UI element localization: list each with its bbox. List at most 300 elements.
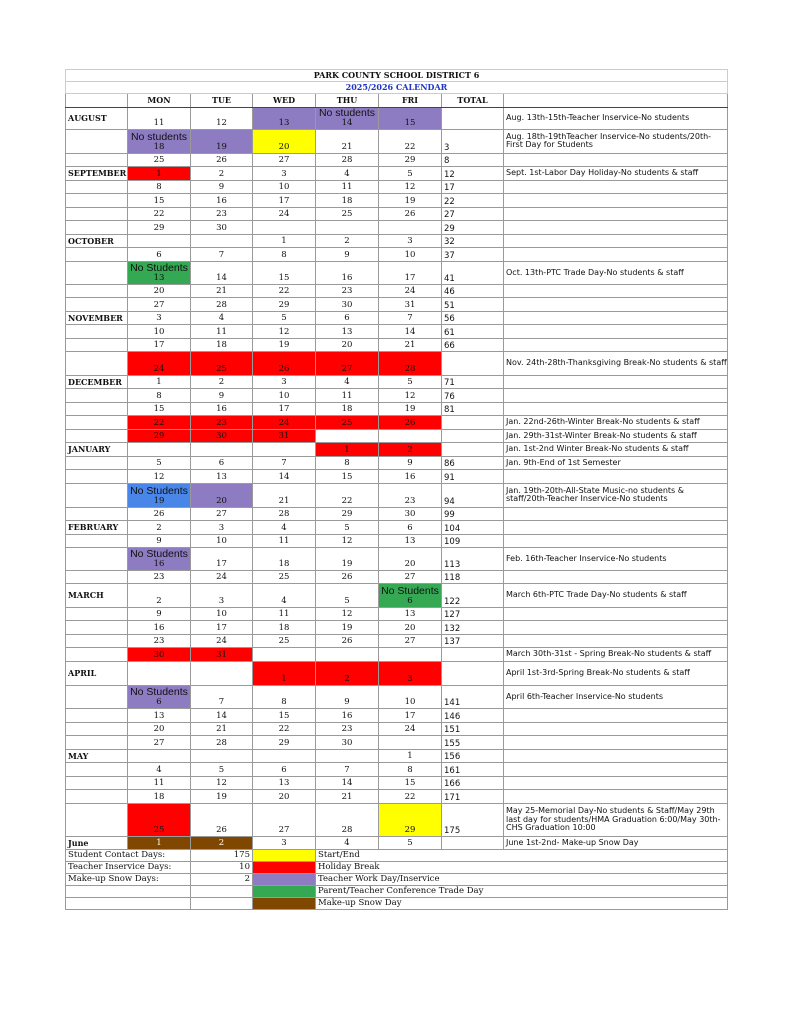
day-cell-mon — [128, 722, 191, 735]
event-note: June 1st-2nd- Make-up Snow Day — [504, 836, 728, 849]
day-cell-thu — [316, 429, 379, 442]
month-label — [66, 129, 128, 153]
day-cell-tue — [191, 708, 253, 722]
event-note — [504, 388, 728, 402]
day-cell-thu — [316, 129, 379, 153]
day-cell-fri — [379, 429, 442, 442]
month-label — [66, 685, 128, 708]
day-cell-tue — [191, 469, 253, 483]
day-number: 20 — [153, 286, 165, 297]
day-number: 4 — [344, 169, 350, 180]
day-cell-tue — [191, 749, 253, 762]
day-cell-thu — [316, 180, 379, 193]
day-number: 17 — [153, 340, 165, 351]
running-total — [442, 415, 504, 429]
month-label — [66, 456, 128, 469]
month-label: AUGUST — [66, 108, 128, 130]
day-number: 27 — [404, 572, 416, 583]
month-label — [66, 415, 128, 429]
day-number: 10 — [216, 609, 227, 620]
day-number: 12 — [278, 327, 290, 338]
week-row — [66, 620, 728, 634]
day-cell-wed — [253, 685, 316, 708]
running-total: 51 — [442, 297, 504, 311]
day-number: 2 — [344, 674, 350, 685]
day-number: 25 — [278, 636, 290, 647]
event-note: Feb. 16th-Teacher Inservice-No students — [504, 547, 728, 570]
day-cell-wed — [253, 402, 316, 415]
day-cell-tue — [191, 180, 253, 193]
day-number: 4 — [156, 765, 162, 776]
day-number: 23 — [341, 724, 353, 735]
day-cell-mon — [128, 634, 191, 647]
month-label — [66, 722, 128, 735]
day-number: 10 — [216, 536, 227, 547]
summary-label: Teacher Inservice Days: — [66, 861, 191, 873]
day-cell-tue — [191, 247, 253, 261]
day-number: 11 — [153, 118, 165, 129]
day-cell-mon — [128, 297, 191, 311]
event-note — [504, 570, 728, 583]
day-number: 8 — [156, 182, 162, 193]
day-cell-thu — [316, 803, 379, 836]
column-header-row — [66, 94, 728, 108]
day-cell-mon — [128, 708, 191, 722]
day-number: 18 — [341, 196, 353, 207]
day-number: 22 — [278, 724, 290, 735]
month-label — [66, 207, 128, 220]
day-cell-wed — [253, 534, 316, 547]
day-number: 12 — [216, 778, 227, 789]
running-total: 156 — [442, 749, 504, 762]
day-cell-mon — [128, 762, 191, 776]
day-cell-wed — [253, 129, 316, 153]
day-cell-mon — [128, 247, 191, 261]
summary-label: Student Contact Days: — [66, 849, 191, 861]
day-cell-wed — [253, 520, 316, 534]
day-cell-mon — [128, 193, 191, 207]
day-cell-tue — [191, 261, 253, 284]
day-cell-thu — [316, 749, 379, 762]
week-row — [66, 661, 728, 685]
week-row — [66, 153, 728, 166]
event-note: Jan. 29th-31st-Winter Break-No students & staff — [504, 429, 728, 442]
day-cell-fri — [379, 547, 442, 570]
day-number: 12 — [216, 118, 227, 129]
week-row — [66, 442, 728, 456]
month-label — [66, 469, 128, 483]
day-cell-mon — [128, 351, 191, 375]
day-cell-tue — [191, 634, 253, 647]
event-note — [504, 534, 728, 547]
summary-row — [66, 873, 728, 885]
legend-label: Make-up Snow Day — [316, 897, 728, 909]
week-row — [66, 388, 728, 402]
day-number: 3 — [218, 523, 225, 534]
summary-label: Make-up Snow Days: — [66, 873, 191, 885]
day-cell-tue — [191, 388, 253, 402]
day-number: 1 — [407, 751, 413, 762]
day-cell-wed — [253, 297, 316, 311]
day-cell-mon — [128, 836, 191, 849]
day-number: 14 — [216, 711, 227, 722]
event-note: Aug. 18th-19thTeacher Inservice-No students/20th-First Day for Students — [504, 129, 728, 153]
day-number: 2 — [156, 523, 162, 534]
day-cell-fri — [379, 284, 442, 297]
week-row — [66, 220, 728, 234]
running-total: 56 — [442, 311, 504, 324]
running-total: 76 — [442, 388, 504, 402]
event-note: Sept. 1st-Labor Day Holiday-No students & staff — [504, 166, 728, 180]
month-label — [66, 570, 128, 583]
summary-value — [191, 897, 253, 909]
day-number: 2 — [218, 377, 225, 388]
day-cell-fri — [379, 469, 442, 483]
week-row — [66, 789, 728, 803]
running-total: 61 — [442, 324, 504, 338]
day-cell-fri — [379, 607, 442, 620]
event-note — [504, 207, 728, 220]
day-number: 10 — [278, 391, 290, 402]
day-cell-wed — [253, 338, 316, 351]
day-number: 5 — [344, 596, 350, 607]
day-cell-fri — [379, 534, 442, 547]
day-cell-wed — [253, 108, 316, 130]
day-cell-wed — [253, 620, 316, 634]
day-cell-fri — [379, 661, 442, 685]
event-note — [504, 338, 728, 351]
week-row — [66, 429, 728, 442]
running-total: 171 — [442, 789, 504, 803]
day-number: 27 — [153, 300, 165, 311]
day-number: 30 — [153, 650, 165, 661]
day-cell-tue — [191, 234, 253, 247]
day-cell-thu — [316, 234, 379, 247]
day-cell-fri — [379, 297, 442, 311]
running-total: 155 — [442, 735, 504, 749]
day-number: 28 — [278, 509, 290, 520]
month-label — [66, 402, 128, 415]
day-cell-mon — [128, 180, 191, 193]
legend-swatch-yellow — [253, 849, 316, 861]
month-label — [66, 803, 128, 836]
day-number: 1 — [156, 169, 162, 180]
day-cell-thu — [316, 338, 379, 351]
legend-label: Holiday Break — [316, 861, 728, 873]
day-cell-fri — [379, 685, 442, 708]
day-number: 20 — [278, 142, 290, 153]
running-total: 118 — [442, 570, 504, 583]
day-cell-wed — [253, 483, 316, 507]
day-number: 13 — [278, 778, 290, 789]
day-number: 12 — [341, 609, 353, 620]
day-number: 22 — [153, 209, 165, 220]
day-number: 10 — [153, 327, 165, 338]
summary-row — [66, 849, 728, 861]
day-number: 25 — [153, 155, 165, 166]
day-number: 24 — [216, 572, 227, 583]
summary-row — [66, 897, 728, 909]
day-number: 11 — [341, 182, 353, 193]
day-number: 12 — [404, 182, 416, 193]
day-number: 3 — [281, 377, 287, 388]
day-number: 2 — [156, 596, 162, 607]
summary-row — [66, 861, 728, 873]
day-cell-thu — [316, 520, 379, 534]
day-cell-thu — [316, 193, 379, 207]
day-number: 6 — [344, 313, 350, 324]
day-number: 3 — [407, 674, 413, 685]
day-number: 4 — [218, 313, 225, 324]
day-cell-wed — [253, 776, 316, 789]
day-number: 9 — [407, 458, 413, 469]
day-cell-thu — [316, 570, 379, 583]
day-number: 11 — [341, 391, 353, 402]
day-cell-tue — [191, 803, 253, 836]
day-cell-fri — [379, 180, 442, 193]
day-number: 18 — [278, 559, 290, 570]
day-cell-tue — [191, 351, 253, 375]
running-total: 12 — [442, 166, 504, 180]
day-cell-tue — [191, 207, 253, 220]
day-number: 11 — [278, 609, 290, 620]
day-number: 19 — [278, 340, 290, 351]
month-label — [66, 153, 128, 166]
day-label: No Students — [381, 585, 439, 597]
month-label — [66, 547, 128, 570]
day-number: 21 — [278, 496, 290, 507]
running-total: 91 — [442, 469, 504, 483]
day-cell-mon — [128, 415, 191, 429]
day-cell-thu — [316, 351, 379, 375]
day-number: 29 — [404, 825, 416, 836]
month-label: NOVEMBER — [66, 311, 128, 324]
day-cell-mon — [128, 583, 191, 607]
day-cell-tue — [191, 762, 253, 776]
day-number: 26 — [404, 418, 416, 429]
day-number: 9 — [218, 182, 225, 193]
day-number: 29 — [278, 300, 290, 311]
day-cell-tue — [191, 583, 253, 607]
day-number: 3 — [156, 313, 162, 324]
day-number: 16 — [216, 196, 227, 207]
day-cell-mon — [128, 685, 191, 708]
week-row — [66, 351, 728, 375]
day-number: 13 — [404, 609, 416, 620]
day-cell-tue — [191, 297, 253, 311]
day-number: 9 — [344, 250, 350, 261]
day-number: 5 — [407, 169, 413, 180]
day-cell-mon — [128, 483, 191, 507]
event-note — [504, 375, 728, 388]
day-cell-fri — [379, 351, 442, 375]
day-cell-wed — [253, 607, 316, 620]
week-row — [66, 415, 728, 429]
day-number: 2 — [344, 236, 350, 247]
day-number: 13 — [278, 118, 290, 129]
day-cell-wed — [253, 647, 316, 661]
month-label — [66, 297, 128, 311]
event-note — [504, 789, 728, 803]
day-cell-wed — [253, 207, 316, 220]
day-cell-tue — [191, 108, 253, 130]
day-cell-fri — [379, 442, 442, 456]
notes-column-header — [504, 94, 728, 108]
day-number: 26 — [404, 209, 416, 220]
day-cell-tue — [191, 284, 253, 297]
day-cell-mon — [128, 261, 191, 284]
day-number: 21 — [341, 142, 353, 153]
day-cell-fri — [379, 776, 442, 789]
event-note — [504, 749, 728, 762]
week-row — [66, 456, 728, 469]
day-cell-thu — [316, 735, 379, 749]
column-header-total: TOTAL — [442, 94, 504, 108]
day-cell-thu — [316, 220, 379, 234]
week-row — [66, 722, 728, 735]
day-number: 25 — [341, 418, 353, 429]
week-row — [66, 129, 728, 153]
running-total — [442, 429, 504, 442]
day-cell-thu — [316, 607, 379, 620]
day-cell-fri — [379, 234, 442, 247]
day-cell-fri — [379, 402, 442, 415]
event-note: Nov. 24th-28th-Thanksgiving Break-No students & staff — [504, 351, 728, 375]
month-label — [66, 708, 128, 722]
week-row — [66, 708, 728, 722]
day-cell-mon — [128, 129, 191, 153]
day-cell-tue — [191, 647, 253, 661]
day-number: 15 — [153, 196, 165, 207]
day-cell-mon — [128, 776, 191, 789]
day-number: 31 — [404, 300, 416, 311]
day-number: 13 — [216, 472, 227, 483]
day-cell-tue — [191, 722, 253, 735]
week-row — [66, 297, 728, 311]
day-cell-thu — [316, 108, 379, 130]
event-note — [504, 220, 728, 234]
summary-label — [66, 885, 191, 897]
week-row — [66, 836, 728, 849]
day-cell-mon — [128, 607, 191, 620]
day-cell-thu — [316, 836, 379, 849]
day-number: 16 — [341, 273, 353, 284]
day-cell-tue — [191, 311, 253, 324]
running-total: 151 — [442, 722, 504, 735]
day-cell-tue — [191, 789, 253, 803]
day-cell-mon — [128, 220, 191, 234]
week-row — [66, 166, 728, 180]
day-number: 1 — [156, 377, 162, 388]
day-cell-thu — [316, 534, 379, 547]
running-total: 94 — [442, 483, 504, 507]
day-number: 19 — [153, 496, 165, 507]
day-number: 6 — [281, 765, 287, 776]
running-total — [442, 661, 504, 685]
day-cell-wed — [253, 803, 316, 836]
day-cell-tue — [191, 166, 253, 180]
week-row — [66, 776, 728, 789]
day-number: 23 — [216, 418, 227, 429]
day-number: 2 — [407, 445, 413, 456]
day-number: 20 — [216, 496, 227, 507]
month-label — [66, 338, 128, 351]
day-number: 23 — [341, 286, 353, 297]
day-cell-mon — [128, 429, 191, 442]
event-note — [504, 722, 728, 735]
running-total: 17 — [442, 180, 504, 193]
day-cell-mon — [128, 153, 191, 166]
day-number: 20 — [404, 559, 416, 570]
summary-row — [66, 885, 728, 897]
event-note: Aug. 13th-15th-Teacher Inservice-No students — [504, 108, 728, 130]
running-total: 137 — [442, 634, 504, 647]
day-number: 22 — [153, 418, 165, 429]
day-cell-fri — [379, 247, 442, 261]
day-number: 14 — [278, 472, 290, 483]
summary-value: 175 — [191, 849, 253, 861]
column-header-thu: THU — [316, 94, 379, 108]
event-note — [504, 193, 728, 207]
day-number: 26 — [153, 509, 165, 520]
day-cell-mon — [128, 456, 191, 469]
day-number: 26 — [216, 825, 227, 836]
month-label — [66, 735, 128, 749]
day-cell-fri — [379, 108, 442, 130]
event-note — [504, 607, 728, 620]
month-label — [66, 620, 128, 634]
month-label: June — [66, 836, 128, 849]
day-cell-fri — [379, 456, 442, 469]
day-cell-mon — [128, 520, 191, 534]
day-cell-fri — [379, 166, 442, 180]
day-number: 3 — [281, 169, 287, 180]
day-number: 5 — [218, 765, 225, 776]
month-label: SEPTEMBER — [66, 166, 128, 180]
day-cell-mon — [128, 570, 191, 583]
day-cell-tue — [191, 220, 253, 234]
month-label — [66, 776, 128, 789]
day-number: 8 — [281, 250, 287, 261]
day-number: 30 — [341, 300, 353, 311]
event-note: March 6th-PTC Trade Day-No students & staff — [504, 583, 728, 607]
month-label — [66, 647, 128, 661]
day-number: 24 — [216, 636, 227, 647]
day-number: 5 — [344, 523, 350, 534]
running-total: 46 — [442, 284, 504, 297]
day-number: 21 — [404, 340, 416, 351]
district-title: PARK COUNTY SCHOOL DISTRICT 6 — [66, 70, 728, 82]
day-number: 24 — [278, 418, 290, 429]
day-label: No Students — [130, 485, 188, 497]
day-cell-wed — [253, 789, 316, 803]
column-header-mon: MON — [128, 94, 191, 108]
day-number: 9 — [156, 536, 162, 547]
day-cell-tue — [191, 153, 253, 166]
month-label — [66, 762, 128, 776]
day-number: 22 — [278, 286, 290, 297]
week-row — [66, 108, 728, 130]
day-cell-wed — [253, 388, 316, 402]
day-number: 30 — [216, 223, 227, 234]
day-number: 17 — [278, 196, 290, 207]
day-number: 22 — [404, 792, 416, 803]
day-number: 15 — [278, 711, 290, 722]
month-label — [66, 789, 128, 803]
day-number: 21 — [341, 792, 353, 803]
event-note: Jan. 22nd-26th-Winter Break-No students & staff — [504, 415, 728, 429]
summary-value — [191, 885, 253, 897]
